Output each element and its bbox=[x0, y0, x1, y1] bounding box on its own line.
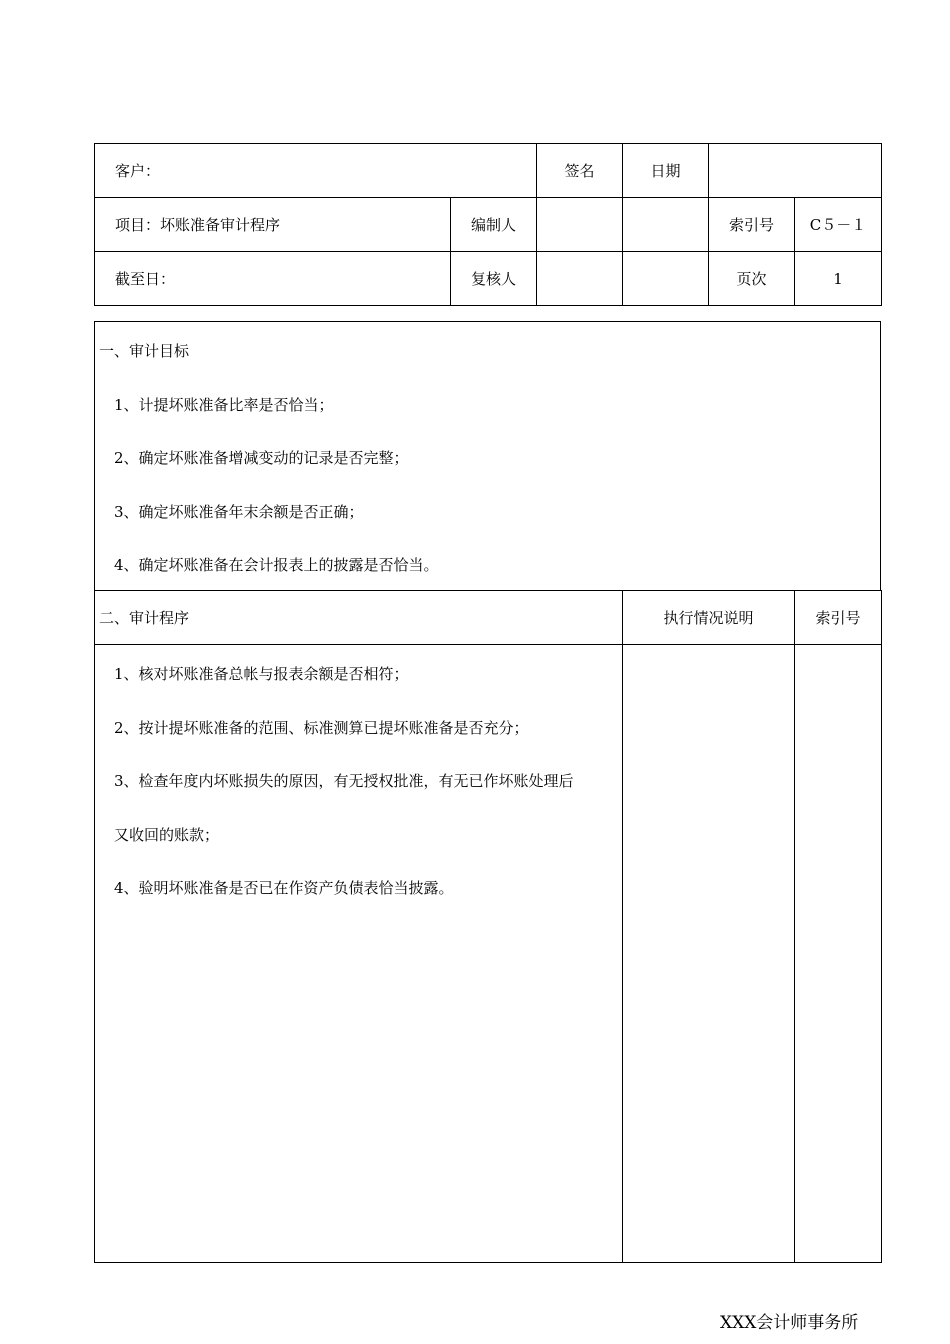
procedure-item: 1、核对坏账准备总帐与报表余额是否相符； bbox=[114, 665, 409, 683]
header-row-cutoff bbox=[95, 252, 882, 306]
header-row-project bbox=[95, 198, 882, 252]
sign-label: 签名 bbox=[537, 144, 623, 198]
firm-name: XXX会计师事务所 bbox=[720, 1313, 859, 1333]
procedure-item-continued: 又收回的账款； bbox=[114, 826, 220, 844]
objective-item: 2、确定坏账准备增减变动的记录是否完整； bbox=[114, 449, 409, 467]
reviewer-date-cell[interactable] bbox=[623, 252, 709, 306]
objectives-title: 一、审计目标 bbox=[99, 342, 190, 360]
audit-procedures-table bbox=[94, 590, 882, 1263]
preparer-label: 编制人 bbox=[451, 198, 537, 252]
procedure-index-cell[interactable] bbox=[795, 645, 882, 1263]
reviewer-label: 复核人 bbox=[451, 252, 537, 306]
client-date-cell[interactable] bbox=[709, 144, 882, 198]
objective-item: 3、确定坏账准备年末余额是否正确； bbox=[114, 503, 364, 521]
header-table bbox=[94, 143, 882, 306]
procedure-item: 2、按计提坏账准备的范围、标准测算已提坏账准备是否充分； bbox=[114, 719, 529, 737]
page-value: 1 bbox=[795, 252, 882, 306]
cutoff-label: 截至日： bbox=[95, 252, 451, 306]
procedures-header-row bbox=[95, 591, 882, 645]
index-column-header: 索引号 bbox=[795, 591, 882, 645]
objective-item: 4、确定坏账准备在会计报表上的披露是否恰当。 bbox=[114, 556, 439, 574]
procedures-list-cell bbox=[95, 645, 623, 1263]
header-row-client bbox=[95, 144, 882, 198]
objective-item: 1、计提坏账准备比率是否恰当； bbox=[114, 396, 334, 414]
index-label: 索引号 bbox=[709, 198, 795, 252]
client-label: 客户： bbox=[95, 144, 537, 198]
execution-notes-cell[interactable] bbox=[623, 645, 795, 1263]
procedures-body-row bbox=[95, 645, 882, 1263]
date-label: 日期 bbox=[623, 144, 709, 198]
procedure-item: 3、检查年度内坏账损失的原因，有无授权批准，有无已作坏账处理后 bbox=[114, 772, 574, 790]
preparer-date-cell[interactable] bbox=[623, 198, 709, 252]
procedures-title: 二、审计程序 bbox=[95, 591, 623, 645]
reviewer-sign-cell[interactable] bbox=[537, 252, 623, 306]
preparer-sign-cell[interactable] bbox=[537, 198, 623, 252]
project-label: 项目：坏账准备审计程序 bbox=[95, 198, 451, 252]
audit-objectives-section bbox=[94, 321, 881, 591]
execution-column-header: 执行情况说明 bbox=[623, 591, 795, 645]
page-label: 页次 bbox=[709, 252, 795, 306]
procedure-item: 4、验明坏账准备是否已在作资产负债表恰当披露。 bbox=[114, 879, 454, 897]
index-value: C５－１ bbox=[795, 198, 882, 252]
